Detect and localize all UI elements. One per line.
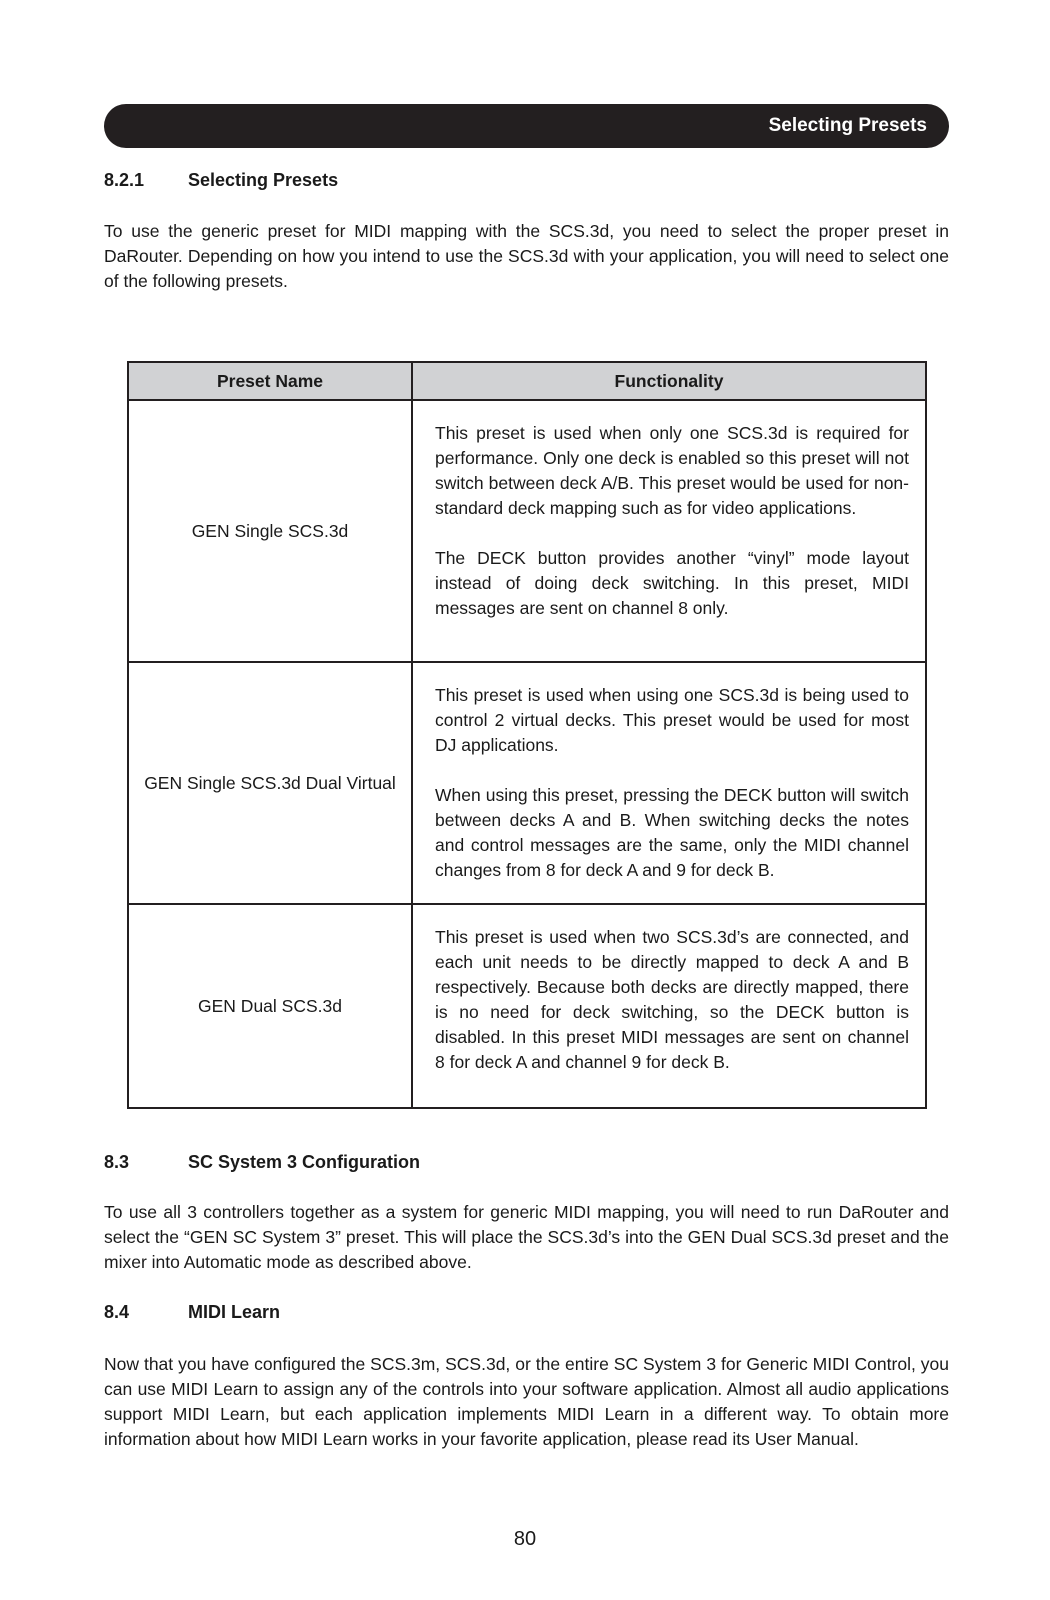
section-body-8-3: To use all 3 controllers together as a system for generic MIDI mapping, you will need to run DaRouter and select the “GEN SC System 3” preset. This will place the SCS.3d’s into the GEN Dual SCS.3d preset and the mixer into Automatic mode as described above.	[104, 1202, 949, 1272]
table-row	[128, 662, 926, 904]
table-row	[128, 904, 926, 1108]
section-title: MIDI Learn	[188, 1302, 281, 1322]
presets-table	[127, 361, 927, 1109]
section-body-8-2-1: To use the generic preset for MIDI mapping with the SCS.3d, you need to select the proper preset in DaRouter. Depending on how you intend to use the SCS.3d with your application, you will need to select one of the following presets.	[104, 221, 949, 291]
functionality-paragraph: The DECK button provides another “vinyl” mode layout instead of doing deck switching. In this preset, MIDI messages are sent on channel 8 only.	[435, 548, 909, 618]
section-number: 8.3	[104, 1152, 130, 1172]
page-number: 80	[513, 1528, 537, 1550]
section-number: 8.2.1	[104, 170, 145, 190]
preset-name-cell: GEN Dual SCS.3d	[128, 904, 412, 1108]
preset-name-cell: GEN Single SCS.3d	[128, 400, 412, 662]
column-header-functionality: Functionality	[412, 362, 926, 400]
functionality-paragraph: This preset is used when only one SCS.3d is required for performance. Only one deck is enabled so this preset will not switch between deck A/B. This preset would be used for non-standard deck mapping such as for video applications.	[435, 423, 909, 518]
section-heading-8-4	[104, 1300, 280, 1324]
section-body-8-4: Now that you have configured the SCS.3m, SCS.3d, or the entire SC System 3 for Generic MIDI Control, you can use MIDI Learn to assign any of the controls into your software application. Almost all audio applications support MIDI Learn, but each application implements MIDI Learn in a different way. To obtain more information about how MIDI Learn works in your favorite application, please read its User Manual.	[104, 1354, 949, 1449]
functionality-paragraph: This preset is used when two SCS.3d’s are connected, and each unit needs to be directly mapped to deck A and B respectively. Because both decks are directly mapped, there is no need for deck switching, so the DECK button is disabled. In this preset MIDI messages are sent on channel 8 for deck A and channel 9 for deck B.	[435, 927, 909, 1072]
section-title: Selecting Presets	[188, 170, 339, 190]
preset-name-cell: GEN Single SCS.3d Dual Virtual	[128, 662, 412, 904]
table-header-row	[128, 362, 926, 400]
section-heading-8-3	[104, 1150, 420, 1174]
section-heading-8-2-1	[104, 168, 338, 192]
section-number: 8.4	[104, 1302, 130, 1322]
functionality-cell	[412, 662, 926, 904]
functionality-cell	[412, 904, 926, 1108]
functionality-paragraph: This preset is used when using one SCS.3d is being used to control 2 virtual decks. This preset would be used for most DJ applications.	[435, 685, 909, 755]
page-header-bar	[104, 104, 949, 148]
column-header-preset-name: Preset Name	[128, 362, 412, 400]
page-header-title: Selecting Presets	[768, 115, 927, 136]
section-title: SC System 3 Configuration	[188, 1152, 421, 1172]
functionality-paragraph: When using this preset, pressing the DECK button will switch between decks A and B. When switching decks the notes and control messages are the same, only the MIDI channel changes from 8 for deck A and 9 for deck B.	[435, 785, 909, 880]
functionality-cell	[412, 400, 926, 662]
table-row	[128, 400, 926, 662]
